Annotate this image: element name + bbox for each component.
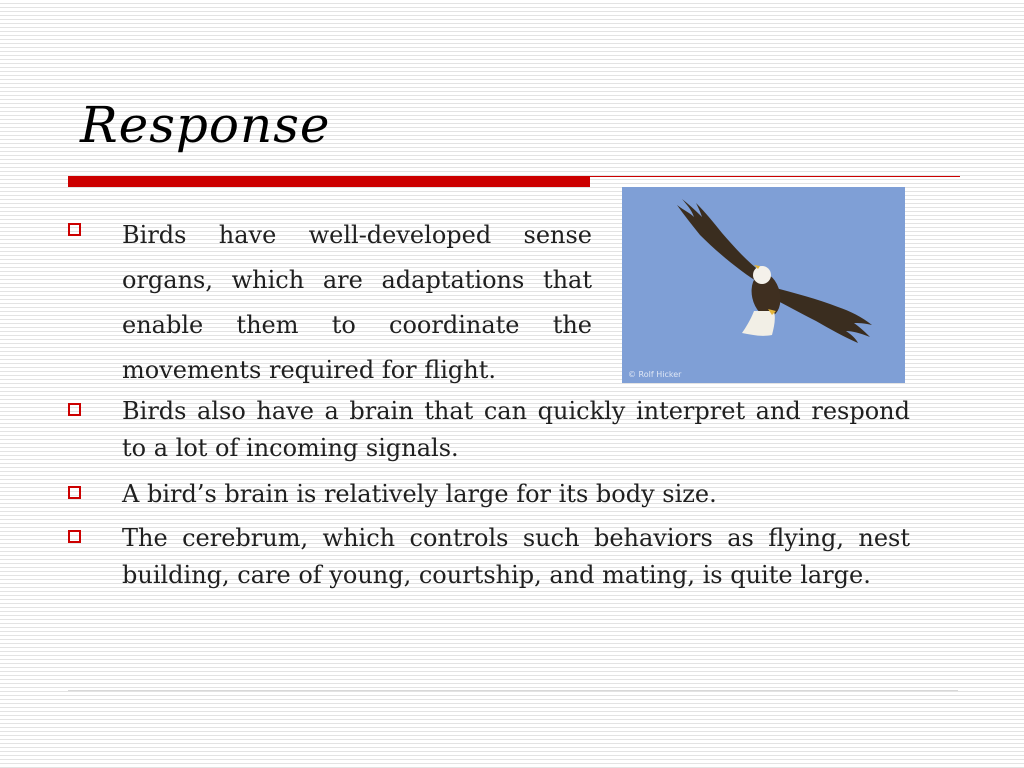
bald-eagle-photo	[622, 187, 905, 383]
hollow-square-icon	[68, 403, 81, 416]
hollow-square-icon	[68, 223, 81, 236]
bullet-text: Birds also have a brain that can quickly interpret and respond to a lot of incoming signals.	[122, 397, 910, 462]
slide-title: Response	[80, 96, 331, 154]
bullet-text: The cerebrum, which controls such behaviors as flying, nest building, care of young, courtship, and mating, is quite large.	[122, 524, 910, 589]
photo-credit: © Rolf Hicker	[628, 370, 682, 379]
hollow-square-icon	[68, 486, 81, 499]
title-divider-line	[590, 176, 960, 177]
title-accent-bar	[68, 176, 590, 187]
hollow-square-icon	[68, 530, 81, 543]
eagle-illustration	[622, 187, 905, 383]
footer-divider	[68, 690, 958, 691]
bullet-text: Birds have well-developed sense organs, which are adaptations that enable them to coordinate the movements required for flight.	[122, 221, 592, 384]
bullet-text: A bird’s brain is relatively large for its body size.	[122, 480, 717, 508]
